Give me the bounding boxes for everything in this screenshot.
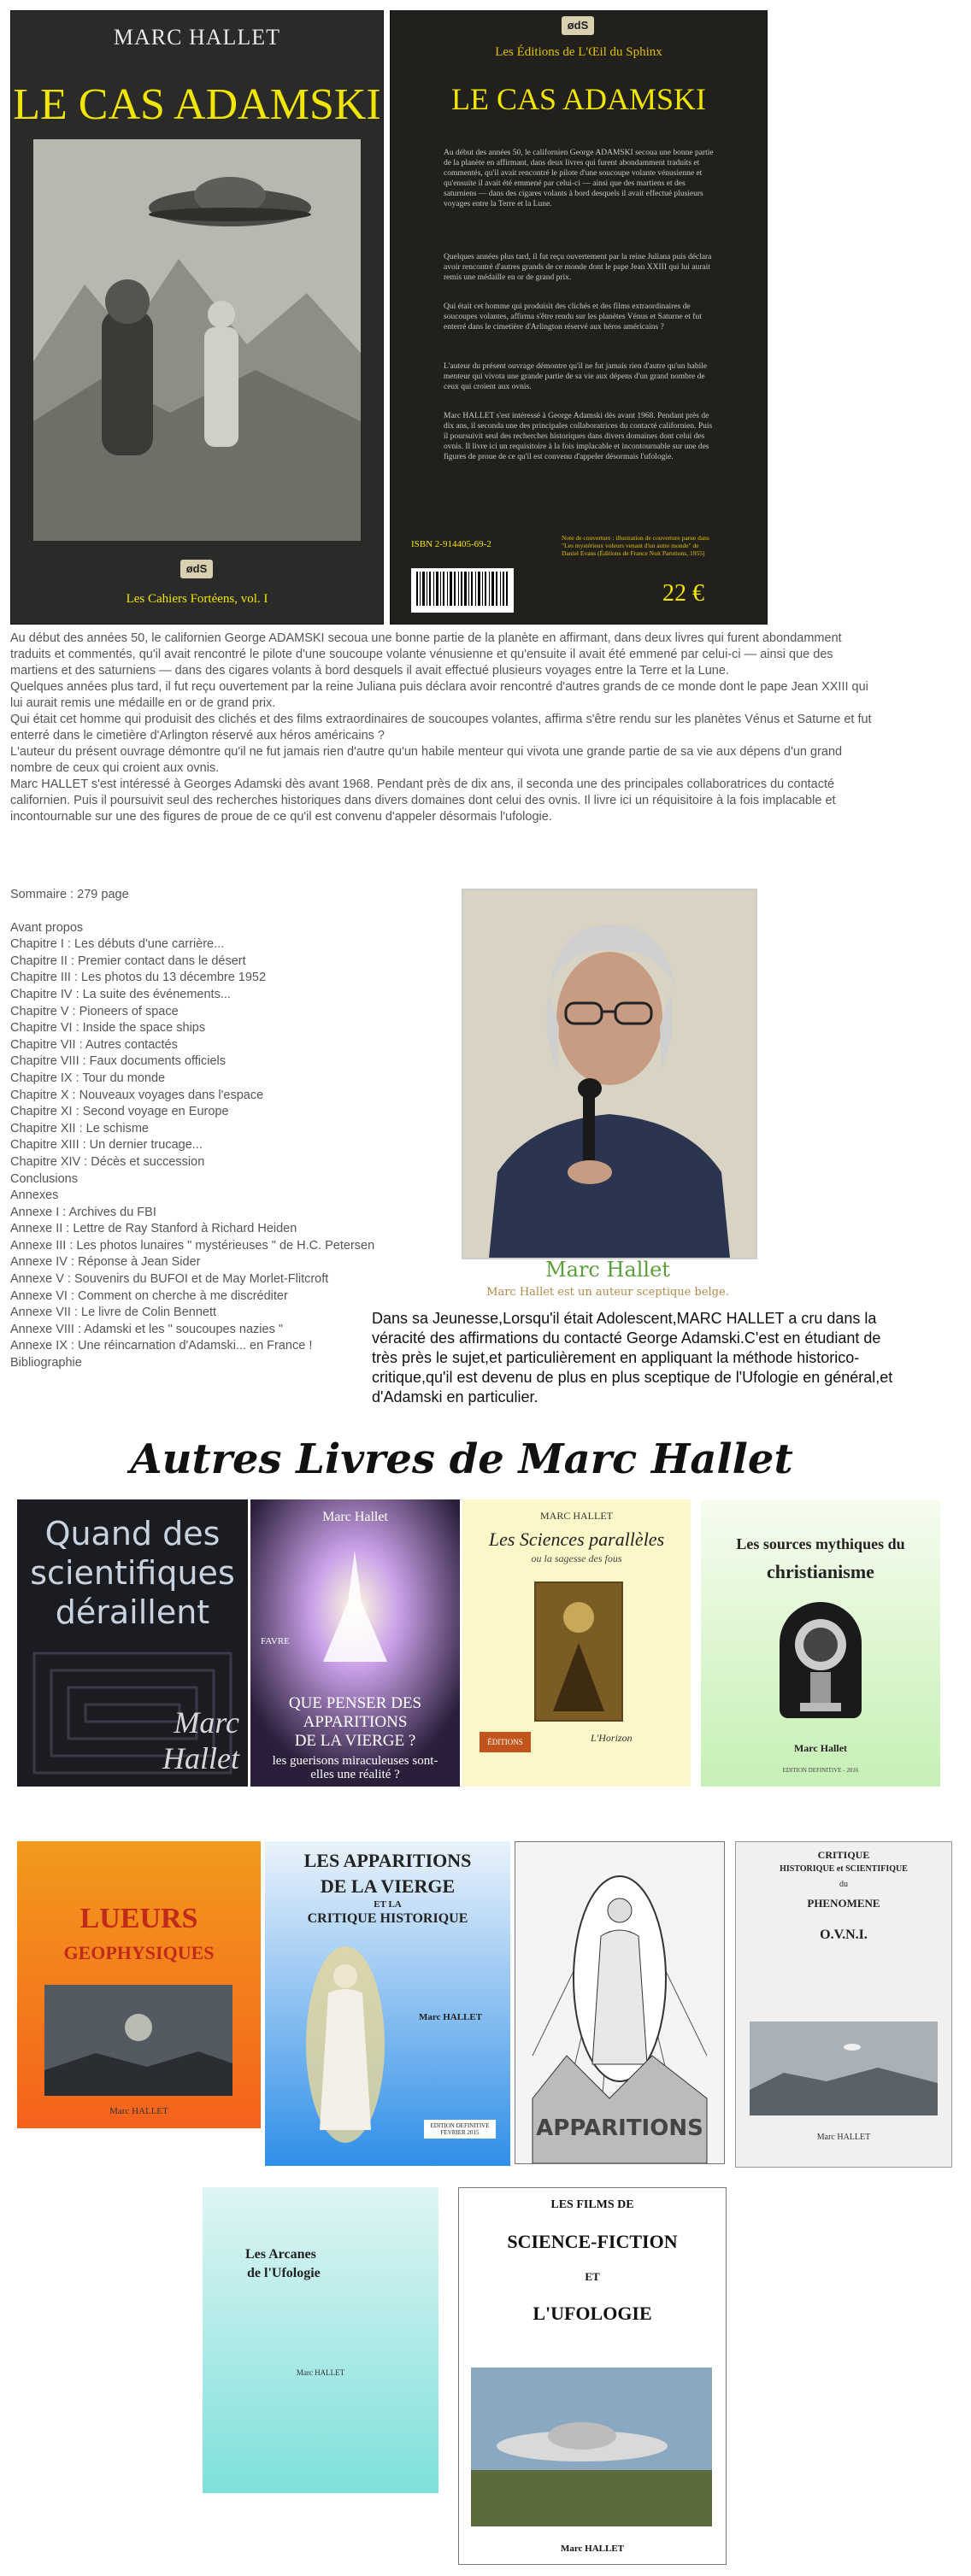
book-cover[interactable] [458, 2187, 727, 2565]
book-edition: EDITION DEFINITIVE FEVRIER 2015 [424, 2120, 496, 2139]
book-title-line: déraillent [55, 1593, 210, 1631]
author-photo [462, 889, 757, 1259]
toc-item: Chapitre IX : Tour du monde [10, 1071, 166, 1085]
back-cover-paragraph: Qui était cet homme qui produisit des clichés et des films extraordinaires de soucoupes volantes, affirma s'être rendu sur les planètes Vénus et Saturne et fut enterré dans le cimetière d'Arlington réservé aux héros américains ? [444, 302, 702, 332]
publisher-logo: ÉDITIONS [480, 1732, 531, 1752]
book-cover[interactable] [701, 1499, 940, 1787]
author-bio: Dans sa Jeunesse,Lorsqu'il était Adolescent,MARC HALLET a cru dans la véracité des affirmations du contacté George Adamski.C'est en étudiant de très près le sujet,et particulièrement en appliquant la méthode historico-critique,qu'il est devenu de plus en plus sceptique de l'Ufologie en général,et d'Adamski en particulier. [372, 1310, 893, 1405]
description-paragraph: L'auteur du présent ouvrage démontre qu'il ne fut jamais rien d'autre qu'un habile menteur qui vivota une grande partie de sa vie aux dépens d'un grand nombre de ceux qui croient aux ovnis. [10, 745, 843, 775]
book-title-line: Les Sciences parallèles [488, 1529, 665, 1550]
book-title-line: APPARITIONS [536, 2115, 703, 2141]
book-cover[interactable] [462, 1499, 691, 1787]
toc-item: Annexe V : Souvenirs du BUFOI et de May Morlet-Flitcroft [10, 1272, 329, 1287]
back-cover [390, 10, 768, 625]
book-cover[interactable] [515, 1841, 725, 2164]
book-author: MARC HALLET [540, 1510, 613, 1522]
front-cover-illustration [33, 139, 361, 541]
book-title-line: SCIENCE-FICTION [507, 2231, 678, 2252]
book-title-line: LES FILMS DE [550, 2198, 634, 2211]
book-cover[interactable] [735, 1841, 952, 2168]
publisher: FAVRE [261, 1636, 290, 1646]
toc-item: Chapitre V : Pioneers of space [10, 1004, 179, 1018]
book-title-line: du [839, 1880, 848, 1889]
toc-item: Chapitre III : Les photos du 13 décembre 1952 [10, 971, 267, 985]
book-title-line: DE LA VIERGE ? [294, 1732, 416, 1750]
toc-item: Chapitre VI : Inside the space ships [10, 1021, 206, 1036]
toc-item: Annexe III : Les photos lunaires " mystérieuses " de H.C. Petersen [10, 1238, 375, 1253]
book-title-line: christianisme [767, 1561, 874, 1582]
toc-item: Chapitre I : Les débuts d'une carrière... [10, 937, 225, 952]
toc-item: Chapitre VII : Autres contactés [10, 1037, 178, 1052]
toc-item: Annexe I : Archives du FBI [10, 1205, 156, 1219]
book-title-line: QUE PENSER DES [288, 1694, 422, 1712]
saucer-film-still-art [471, 2368, 712, 2526]
back-cover-paragraph: Au début des années 50, le californien George ADAMSKI secoua une bonne partie de la planète en affirmant, dans deux livres qui furent abondamment traduits et commentés, qu'il avait rencontré le pilote d'une soucoupe volante vénusienne et qu'ensuite il avait été emmené par celui-ci — ainsi que des martiens et des saturniens — dans des cigares volants à bord desquels il avait effectué plusieurs voyages entre la Terre et la Lune. [444, 149, 714, 208]
virgin-statue-art [303, 1942, 388, 2147]
book-cover[interactable] [203, 2187, 438, 2493]
book-description [10, 631, 874, 825]
back-cover-note: Note de couverture : illustration de couverture parue dans "Les mystérieux voleurs venant d'un autre monde" de Daniel Evans (Éditions de France Nuit Parutions, 1955) [562, 534, 709, 557]
toc-item: Chapitre II : Premier contact dans le désert [10, 954, 246, 968]
book-author: Marc Hallet [322, 1510, 388, 1524]
toc-item: Avant propos [10, 920, 84, 935]
book-title-line: O.V.N.I. [820, 1928, 868, 1942]
toc-item: Annexe VI : Comment on cherche à me discréditer [10, 1288, 288, 1303]
description-paragraph: Marc HALLET s'est intéressé à Georges Adamski dès avant 1968. Pendant près de dix ans, il seconda une des principales collaboratrices du contacté californien. Puis il poursuivit seul des recherches historiques dans divers domaines dont celui des ovnis. Il livre ici un réquisitoire à la fois implacable et incontournable sur une des figures de proue de ce qu'il est convenu d'appeler désormais l'ufologie. [10, 777, 836, 824]
book-subtitle: les guerisons miraculeuses sont-elles une réalité ? [272, 1754, 438, 1781]
painting-art [534, 1581, 623, 1722]
toc-item: Chapitre VIII : Faux documents officiels [10, 1054, 226, 1069]
book-author: Marc Hallet [162, 1705, 239, 1775]
book-title-line: LES APPARITIONS [303, 1850, 472, 1871]
toc-item: Chapitre IV : La suite des événements... [10, 987, 231, 1001]
book-title-line: CRITIQUE HISTORIQUE [307, 1911, 468, 1926]
sky-photo-art [750, 2021, 938, 2115]
front-cover [10, 10, 384, 625]
book-title-line: de l'Ufologie [247, 2266, 321, 2280]
book-title-line: HISTORIQUE et SCIENTIFIQUE [780, 1864, 908, 1874]
toc-item: Annexe VIII : Adamski et les " soucoupes nazies " [10, 1322, 283, 1336]
table-of-contents [10, 887, 386, 1372]
back-cover-title: LE CAS ADAMSKI [450, 82, 707, 116]
back-cover-price: 22 € [662, 580, 704, 607]
book-title-line: LUEURS [79, 1903, 198, 1934]
book-author: Marc HALLET [296, 2368, 345, 2377]
book-cover[interactable] [17, 1841, 261, 2128]
back-cover-paragraph: Marc HALLET s'est intéressé à George Adamski dès avant 1968. Pendant près de dix ans, il seconda une des principales collaboratrices du contacté californien. Puis il poursuivit seul des recherches historiques dans divers domaines dont celui des ovnis. Il livre ici un requisitoire à la fois implacable et incontournable sur une des figures de proue de ce qu'il est convenu d'appeler désormais l'ufologie. [444, 412, 713, 461]
book-title-line: ET [585, 2270, 600, 2283]
book-cover[interactable] [265, 1841, 510, 2166]
description-paragraph: Au début des années 50, le californien George ADAMSKI secoua une bonne partie de la planète en affirmant, dans deux livres qui furent abondamment traduits et commentés, qu'il avait rencontré le pilote d'une soucoupe volante vénusienne et qu'ensuite il avait été emmené par celui-ci — ainsi que des martiens et des saturniens — dans des cigares volants à bord desquels il avait effectué plusieurs voyages entre la Terre et la Lune. [10, 631, 842, 678]
book-title-line: Les Arcanes [245, 2247, 316, 2262]
description-paragraph: Qui était cet homme qui produisit des clichés et des films extraordinaires de soucoupes volantes, affirma s'être rendu sur les planètes Vénus et Saturne et fut enterré dans le cimetière d'Arlington réservé aux héros américains ? [10, 713, 872, 742]
front-cover-logo: ødS [180, 560, 213, 578]
back-cover-paragraph: Quelques années plus tard, il fut reçu ouvertement par la reine Juliana puis déclara avoir rencontré d'autres grands de ce monde dont le pape Jean XXIII qui lui aurait remis une médaille en or de grand prix. [444, 253, 712, 282]
book-title-line: scientifiques [30, 1554, 235, 1592]
book-author: Marc HALLET [560, 2544, 625, 2554]
toc-item: Annexe II : Lettre de Ray Stanford à Richard Heiden [10, 1222, 297, 1236]
toc-item: Chapitre X : Nouveaux voyages dans l'espace [10, 1088, 264, 1102]
toc-item: Chapitre XIII : Un dernier trucage... [10, 1138, 203, 1153]
author-name: Marc Hallet [545, 1258, 670, 1282]
front-cover-title: LE CAS ADAMSKI [13, 80, 381, 129]
book-cover[interactable] [17, 1499, 248, 1787]
book-author: Marc Hallet [793, 1742, 848, 1754]
relic-art [780, 1602, 862, 1718]
toc-item: Chapitre XII : Le schisme [10, 1121, 149, 1135]
front-cover-author: MARC HALLET [113, 25, 281, 50]
other-books-heading: Autres Livres de Marc Hallet [130, 1435, 793, 1483]
book-title-line: Quand des [44, 1515, 221, 1552]
toc-item: Annexe IX : Une réincarnation d'Adamski... en France ! [10, 1339, 313, 1353]
book-title-line: GEOPHYSIQUES [63, 1942, 215, 1963]
front-cover-series: Les Cahiers Fortéens, vol. I [126, 592, 268, 606]
toc-item: Chapitre XIV : Décès et succession [10, 1154, 205, 1169]
book-title-line: PHENOMENE [807, 1897, 880, 1910]
landscape-photo-art [44, 1985, 232, 2096]
toc-item: Chapitre XI : Second voyage en Europe [10, 1105, 229, 1119]
toc-item: Bibliographie [10, 1356, 82, 1370]
book-author: Marc HALLET [816, 2133, 871, 2142]
back-cover-publisher: Les Éditions de L'Œil du Sphinx [495, 45, 662, 59]
toc-item: Annexes [10, 1188, 59, 1203]
book-cover[interactable] [250, 1499, 460, 1787]
book-subtitle: ou la sagesse des fous [531, 1552, 622, 1564]
summary-label: Sommaire : 279 page [10, 888, 129, 901]
publisher: L'Horizon [591, 1732, 633, 1744]
book-title-line: APPARITIONS [303, 1713, 408, 1731]
barcode [411, 568, 514, 613]
book-author: Marc HALLET [419, 2012, 483, 2022]
author-caption: Marc Hallet est un auteur sceptique belge. [486, 1286, 729, 1299]
book-title-line: ET LA [374, 1899, 402, 1910]
back-cover-logo: ødS [562, 16, 594, 35]
book-title-line: DE LA VIERGE [320, 1875, 456, 1897]
book-title-line: CRITIQUE [817, 1849, 870, 1861]
book-title-line: Les sources mythiques du [736, 1535, 905, 1552]
book-author: Marc HALLET [109, 2106, 168, 2116]
toc-item: Conclusions [10, 1171, 78, 1186]
back-cover-isbn: ISBN 2-914405-69-2 [411, 539, 491, 549]
book-edition: EDITION DEFINITIVE - 2016 [782, 1767, 859, 1774]
toc-item: Annexe IV : Réponse à Jean Sider [10, 1255, 201, 1270]
back-cover-paragraph: L'auteur du présent ouvrage démontre qu'il ne fut jamais rien d'autre qu'un habile menteur qui vivota une grande partie de sa vie aux dépens d'un grand nombre de ceux qui croient aux ovnis. [444, 362, 708, 391]
description-paragraph: Quelques années plus tard, il fut reçu ouvertement par la reine Juliana puis déclara avoir rencontré d'autres grands de ce monde dont le pape Jean XXIII qui lui aurait remis une médaille en or de grand prix. [10, 680, 868, 710]
book-title-line: L'UFOLOGIE [533, 2303, 652, 2324]
toc-item: Annexe VII : Le livre de Colin Bennett [10, 1306, 217, 1320]
